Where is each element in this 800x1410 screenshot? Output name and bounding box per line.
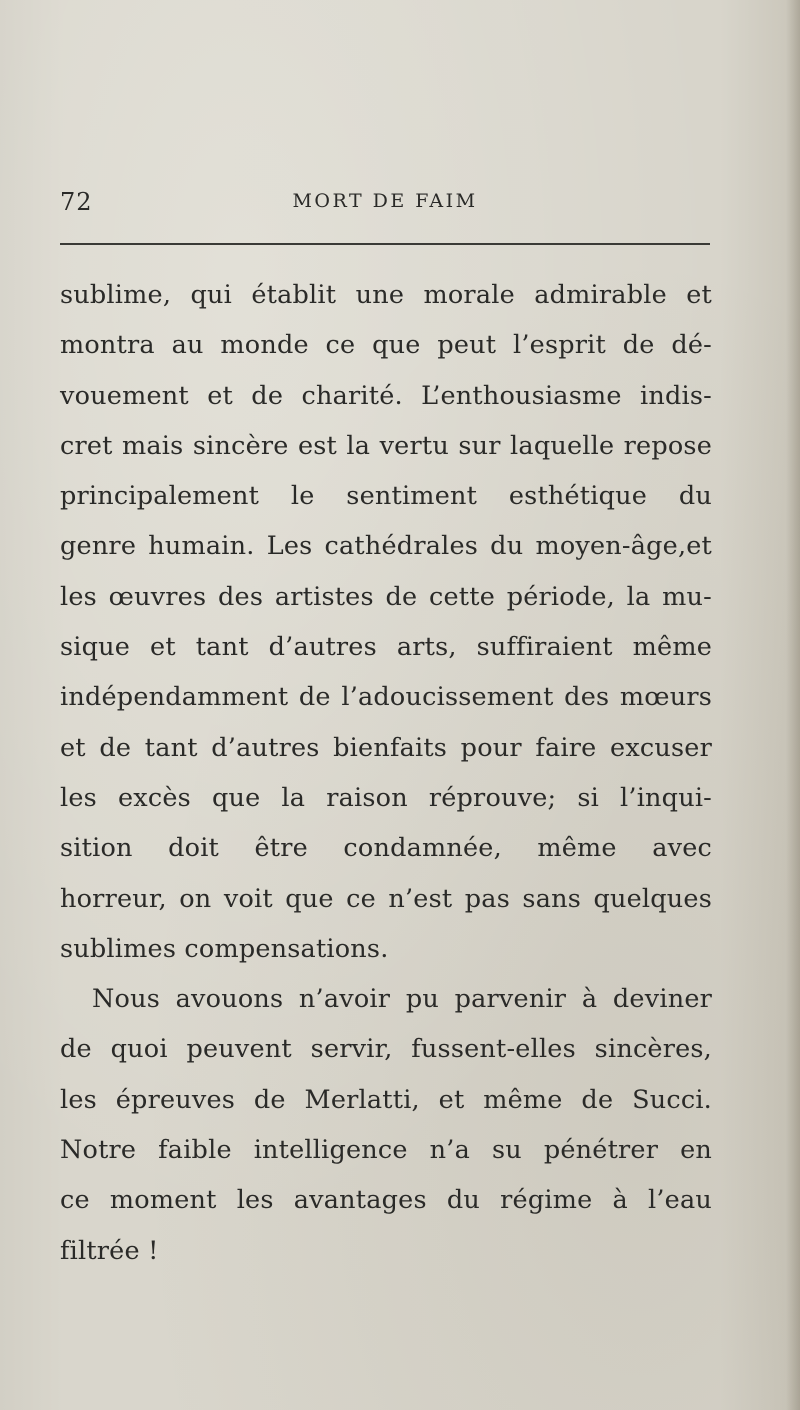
page-number: 72 [60,188,93,216]
text-line: de quoi peuvent servir, fussent-elles sincères, [60,1034,712,1065]
text-line: horreur, on voit que ce n’est pas sans quelques [60,883,712,914]
paragraph-end-line: filtrée ! [60,1235,159,1266]
paragraph-end-line: sublimes compensations. [60,933,389,964]
running-title: MORT DE FAIM [292,190,478,212]
page-edge-shadow [786,0,800,1410]
text-line: sique et tant d’autres arts, suffiraient même [60,632,712,663]
text-line: principalement le sentiment esthétique du [60,481,712,512]
text-line: Notre faible intelligence n’a su pénétrer en [60,1135,712,1166]
text-line: et de tant d’autres bienfaits pour faire excuser [60,732,712,763]
text-line: les excès que la raison réprouve; si l’inqui- [60,782,712,813]
text-line: les épreuves de Merlatti, et même de Succi. [60,1084,712,1115]
text-line: vouement et de charité. L’enthousiasme indis- [60,380,712,411]
header-rule [60,243,710,245]
text-line: cret mais sincère est la vertu sur laquelle repose [60,430,712,461]
text-line: sition doit être condamnée, même avec [60,833,712,864]
text-line: sublime, qui établit une morale admirable et [60,280,712,310]
text-line: genre humain. Les cathédrales du moyen-âge,et [60,531,712,562]
page-header [60,188,710,224]
paragraph-start-line: Nous avouons n’avoir pu parvenir à deviner [92,984,712,1015]
text-line: indépendamment de l’adoucissement des mœurs [60,682,712,713]
text-line: montra au monde ce que peut l’esprit de dé- [60,330,712,361]
text-line: les œuvres des artistes de cette période, la mu- [60,581,712,612]
body-text [60,270,712,1276]
text-line: ce moment les avantages du régime à l’eau [60,1185,712,1216]
